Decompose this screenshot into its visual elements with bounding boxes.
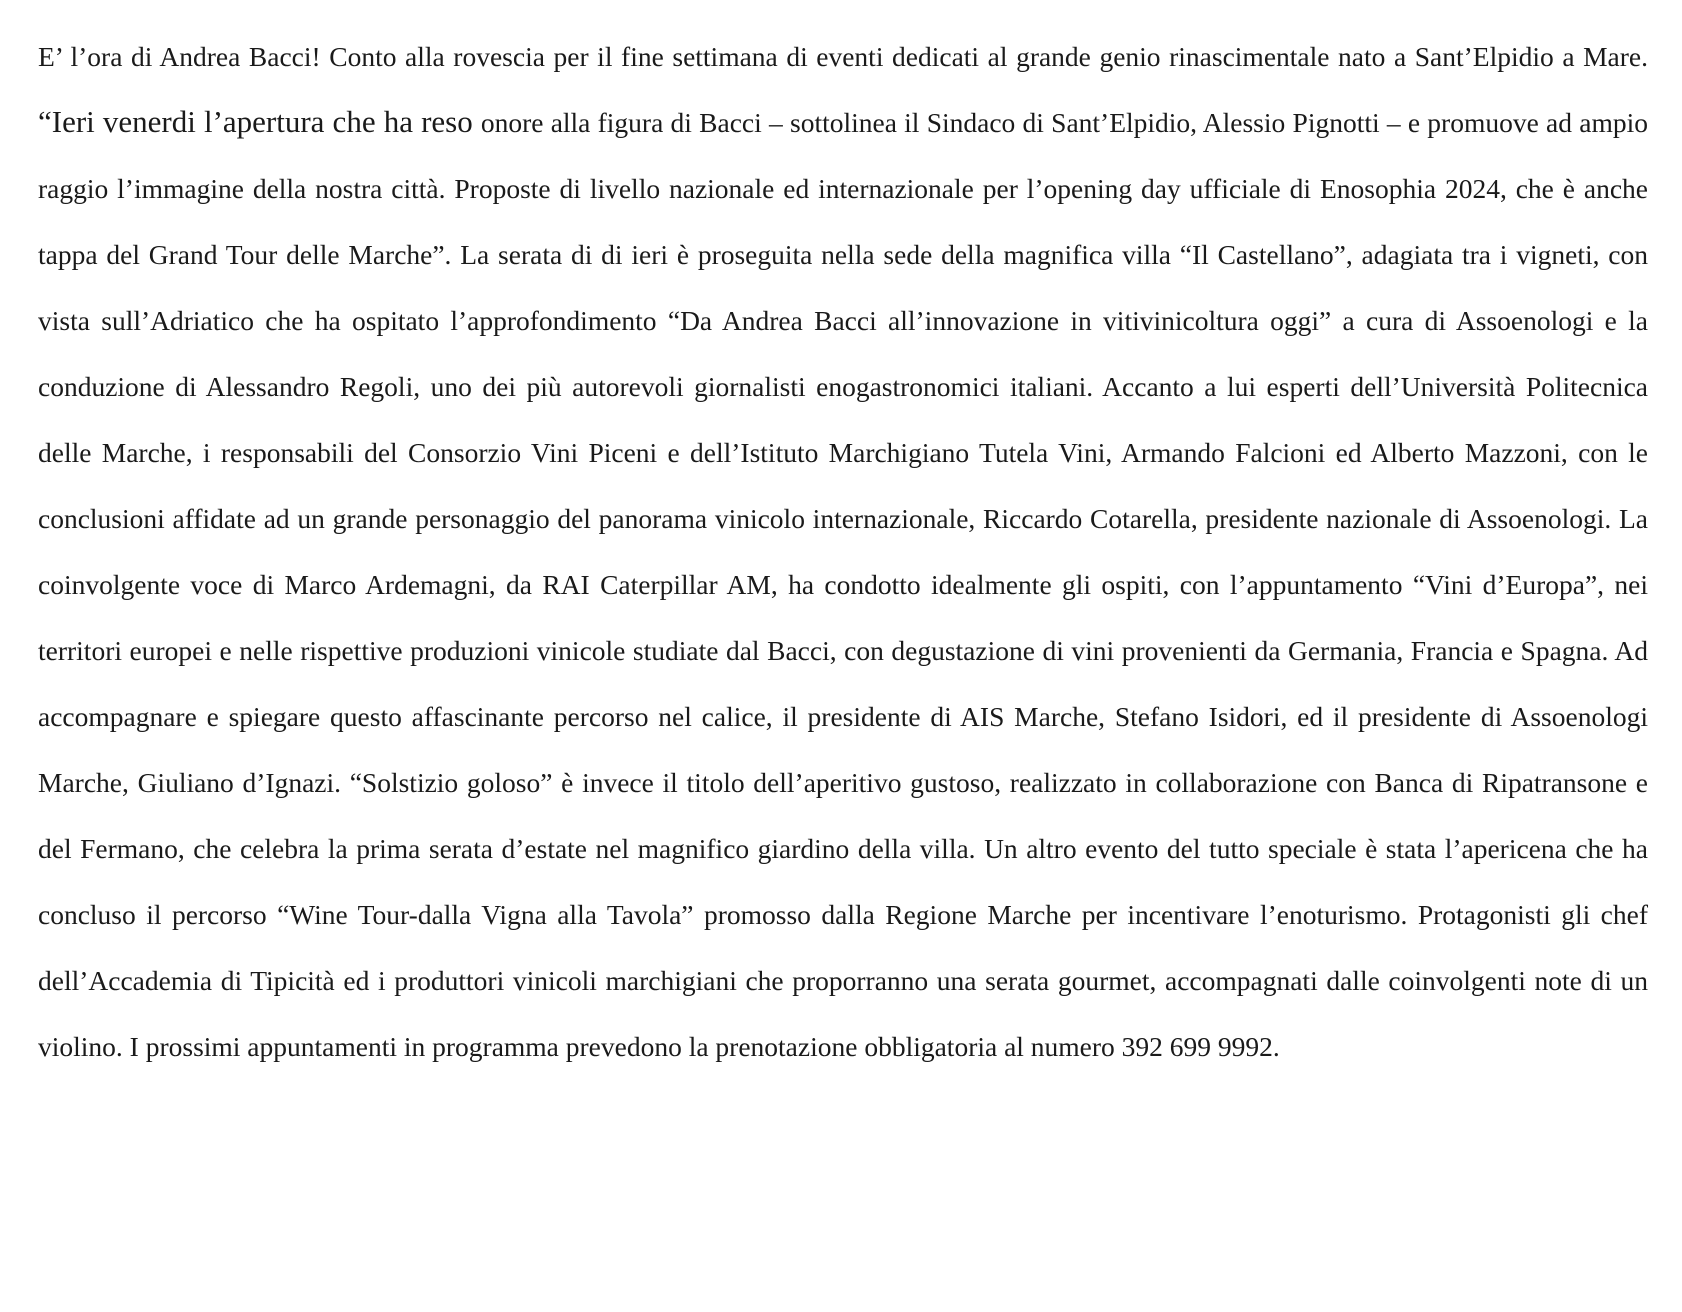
article-text-intro: E’ l’ora di Andrea Bacci! Conto alla rovescia per il fine settimana di eventi dedicati al grande genio rinascimentale nato a Sant’Elpidio a Mare. bbox=[38, 41, 1648, 72]
article-text-quote-larger: “Ieri venerdi l’apertura che ha reso bbox=[38, 104, 481, 139]
article-paragraph bbox=[38, 24, 1648, 1080]
article-text-body: onore alla figura di Bacci – sottolinea il Sindaco di Sant’Elpidio, Alessio Pignotti – e promuove ad ampio raggio l’immagine della nostra città. Proposte di livello nazionale ed internazionale per l’opening day ufficiale di Enosophia 2024, che è anche tappa del Grand Tour delle Marche”. La serata di di ieri è proseguita nella sede della magnifica villa “Il Castellano”, adagiata tra i vigneti, con vista sull’Adriatico che ha ospitato l’approfondimento “Da Andrea Bacci all’innovazione in vitivinicoltura oggi” a cura di Assoenologi e la conduzione di Alessandro Regoli, uno dei più autorevoli giornalisti enogastronomici italiani. Accanto a lui esperti dell’Università Politecnica delle Marche, i responsabili del Consorzio Vini Piceni e dell’Istituto Marchigiano Tutela Vini, Armando Falcioni ed Alberto Mazzoni, con le conclusioni affidate ad un grande personaggio del panorama vinicolo internazionale, Riccardo Cotarella, presidente nazionale di Assoenologi. La coinvolgente voce di Marco Ardemagni, da RAI Caterpillar AM, ha condotto idealmente gli ospiti, con l’appuntamento “Vini d’Europa”, nei territori europei e nelle rispettive produzioni vinicole studiate dal Bacci, con degustazione di vini provenienti da Germania, Francia e Spagna. Ad accompagnare e spiegare questo affascinante percorso nel calice, il presidente di AIS Marche, Stefano Isidori, ed il presidente di Assoenologi Marche, Giuliano d’Ignazi. “Solstizio goloso” è invece il titolo dell’aperitivo gustoso, realizzato in collaborazione con Banca di Ripatransone e del Fermano, che celebra la prima serata d’estate nel magnifico giardino della villa. Un altro evento del tutto speciale è stata l’apericena che ha concluso il percorso “Wine Tour-dalla Vigna alla Tavola” promosso dalla Regione Marche per incentivare l’enoturismo. Protagonisti gli chef dell’Accademia di Tipicità ed i produttori vinicoli marchigiani che proporranno una serata gourmet, accompagnati dalle coinvolgenti note di un violino. I prossimi appuntamenti in programma prevedono la prenotazione obbligatoria al numero 392 699 9992. bbox=[38, 107, 1648, 1062]
document-body bbox=[38, 24, 1648, 1080]
